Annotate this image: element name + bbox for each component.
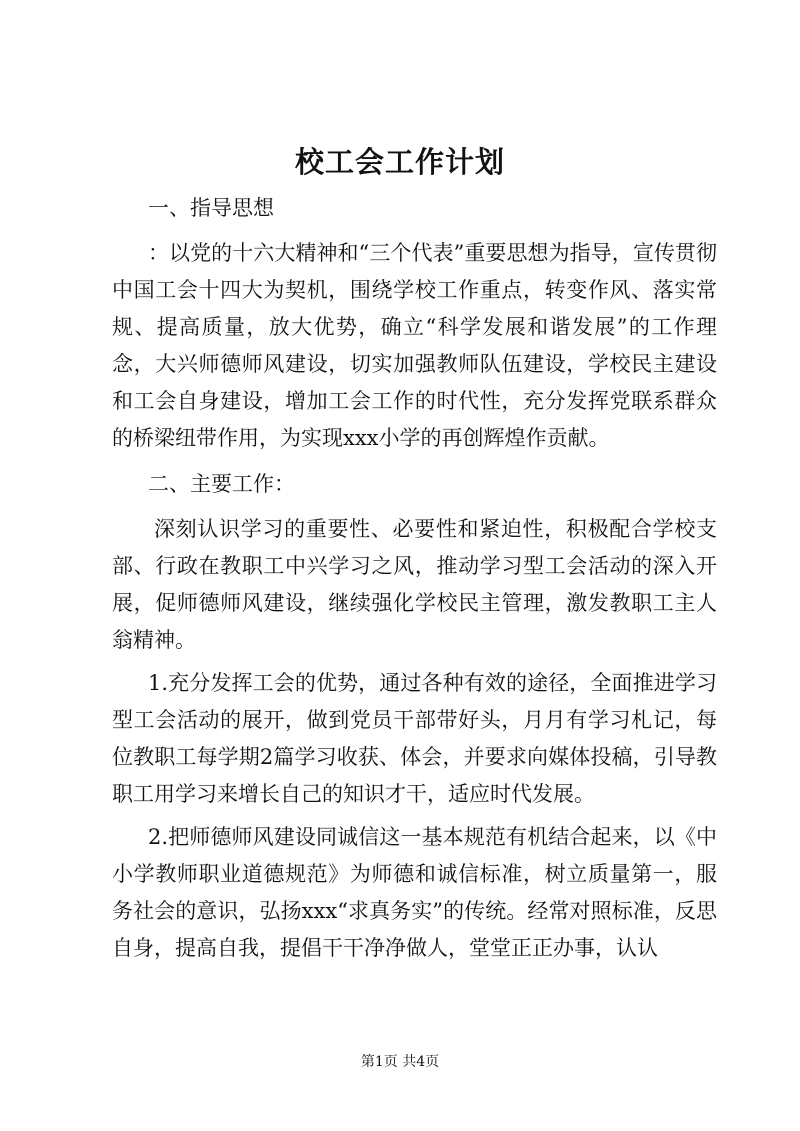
document-body xyxy=(112,187,717,973)
paragraph-item-1: 1.充分发挥工会的优势，通过各种有效的途径，全面推进学习型工会活动的展开，做到党员干部带好头，月月有学习札记，每位教职工每学期2篇学习收获、体会，并要求向媒体投稿，引导教职工用学习来增长自己的知识才干，适应时代发展。 xyxy=(112,671,717,806)
page-footer: 第1页 共4页 xyxy=(360,1054,440,1070)
document-title: 校工会工作计划 xyxy=(294,145,505,179)
section-heading-main-work: 二、主要工作： xyxy=(148,472,295,496)
paragraph-guiding-ideology: ：以党的十六大精神和“三个代表”重要思想为指导，宣传贯彻中国工会十四大为契机，围绕学校工作重点，转变作风、落实常规、提高质量，放大优势，确立“科学发展和谐发展”的工作理念，大兴师德师风建设，切实加强教师队伍建设，学校民主建设和工会自身建设，增加工会工作的时代性，充分发挥党联系群众的桥梁纽带作用，为实现xxx小学的再创辉煌作贡献。 xyxy=(112,241,717,450)
paragraph-main-work-intro: 深刻认识学习的重要性、必要性和紧迫性，积极配合学校支部、行政在教职工中兴学习之风，推动学习型工会活动的深入开展，促师德师风建设，继续强化学校民主管理，激发教职工主人翁精神。 xyxy=(112,517,717,652)
paragraph-item-2: 2.把师德师风建设同诚信这一基本规范有机结合起来，以《中小学教师职业道德规范》为师德和诚信标准，树立质量第一，服务社会的意识，弘扬xxx“求真务实”的传统。经常对照标准，反思自身，提高自我，提倡干干净净做人，堂堂正正办事，认认 xyxy=(112,825,717,960)
section-heading-guiding-ideology: 一、指导思想 xyxy=(148,196,274,220)
